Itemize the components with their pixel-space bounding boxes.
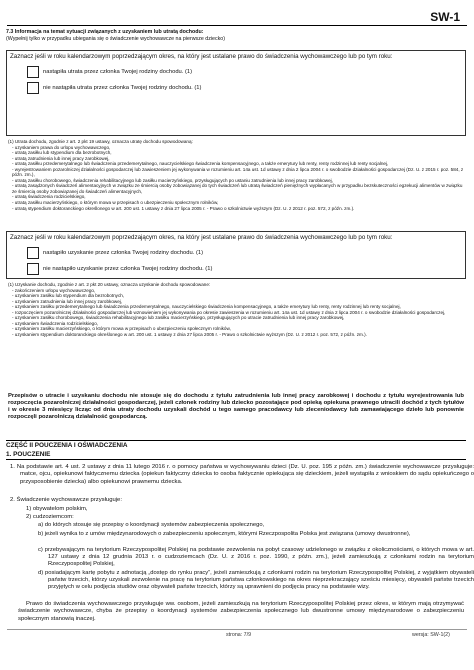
income-gain-yes-checkbox[interactable] bbox=[27, 247, 39, 259]
income-gain-no-option[interactable] bbox=[27, 262, 465, 276]
footnote-line: - uzyskaniem zasiłku macierzyńskiego, o którym mowa w przepisach o ubezpieczeniu społecznym rolników, bbox=[12, 326, 231, 332]
top-divider bbox=[7, 25, 467, 26]
section-title: 7.3 Informacja na temat sytuacji związanych z uzyskaniem lub utratą dochodu: bbox=[6, 29, 204, 35]
section-subtitle: (Wypełnij tylko w przypadku ubiegania się o świadczenie wychowawcze na pierwsze dziecko) bbox=[6, 36, 225, 42]
footnote-line: - uzyskaniem prawa do urlopu wychowawczego, bbox=[12, 144, 111, 150]
footnote-line: - uzyskaniem zatrudnienia lub innej pracy zarobkowej, bbox=[12, 298, 123, 304]
form-version: wersja: SW-1(2) bbox=[412, 632, 450, 638]
income-loss-yes-option[interactable] bbox=[27, 65, 465, 79]
income-loss-footnote bbox=[8, 139, 464, 211]
instruction-item-2: 2. Świadczenie wychowawcze przysługuje: bbox=[10, 497, 122, 503]
instruction-sub-2: 2) cudzoziemcom: bbox=[26, 514, 74, 520]
footnote-line: - rozpoczęciem pozarolniczej działalności gospodarczej lub wznowieniem jej wykonywania po okresie zawieszenia w rozumieniu art. 14a ust. 1d ustawy z dnia 2 lipca 2004 r. o swobodzie działalności gospodarczej, bbox=[12, 309, 446, 315]
instruction-letter-a: a) do których stosuje się przepisy o koordynacji systemów zabezpieczenia społecznego, bbox=[38, 522, 265, 528]
instruction-letter-d: d) posiadającym kartę pobytu z adnotacją „dostęp do rynku pracy”, jeżeli zamieszkują z członkami rodzin na terytorium Rzeczypospolitej Polskiej, z wyjątkiem obywateli państw trzecich, którzy uzyskali zezwolenie na pracę na terytorium państwa członkowskiego na okres nieprzekraczający sześciu miesięcy, obywateli państw trzecich przyjętych w celu podjęcia studiów oraz obywateli państw trzecich, którzy są uprawnieni do podjęcia pracy na podstawie wizy. bbox=[38, 570, 474, 591]
form-code: SW-1 bbox=[430, 10, 460, 24]
footnote-line: - utratą stypendium doktoranckiego określonego w art. 200 ust. 1 ustawy z dnia 27 lipca 2005 r. - Prawo o szkolnictwie wyższym (Dz. U. z 2012 r. poz. 572, z późn. zm.). bbox=[12, 205, 355, 211]
footnote-line: - utratą zasiłku macierzyńskiego, o którym mowa w przepisach o ubezpieczeniu społecznym rolników, bbox=[12, 200, 219, 206]
footnote-line: - uzyskaniem stypendium doktoranckiego określonego w art. 200 ust. 1 ustawy z dnia 27 lipca 2005 r. - Prawo o szkolnictwie wyższym (Dz. U. z 2012 r. poz. 572, z późn. zm.). bbox=[12, 331, 367, 337]
part2-subtitle: 1. POUCZENIE bbox=[6, 451, 466, 460]
footnote-line: - wyrejestrowaniem pozarolniczej działalności gospodarczej lub zawieszeniem jej wykonywania w rozumieniu art. 14a ust. 1d ustawy z dnia 2 lipca 2004 r. o swobodzie działalności gospodarczej (Dz. U. z 2015 r. poz. 584, z późn. zm.), bbox=[12, 166, 464, 178]
footnote-line: - uzyskaniem zasiłku przedemerytalnego lub świadczenia przedemerytalnego, nauczycielskiego świadczenia kompensacyjnego, a także emerytury lub renty, renty rodzinnej lub renty socjalnej, bbox=[12, 304, 401, 310]
income-gain-yes-option[interactable] bbox=[27, 246, 465, 260]
instruction-sub-1: 1) obywatelom polskim, bbox=[26, 506, 88, 512]
income-gain-no-label: nie nastąpiło uzyskanie przez członka Twojej rodziny dochodu. (1) bbox=[43, 266, 213, 272]
footnote-line: - utratą zasądzonych świadczeń alimentacyjnych w związku ze śmiercią osoby zobowiązanej do tych świadczeń lub utratą świadczeń pieniężnych wypłacanych w przypadku bezskuteczności egzekucji alimentów w związku ze śmiercią osoby zobowiązanej do świadczeń alimentacyjnych, bbox=[12, 183, 463, 194]
footnote-line: - uzyskaniem świadczenia rodzicielskiego, bbox=[12, 320, 99, 326]
instruction-closing: Prawo do świadczenia wychowawczego przysługuje ww. osobom, jeżeli zamieszkują na terytorium Rzeczypospolitej Polskiej przez okres, w którym mają otrzymywać świadczenie wychowawcze, chyba że przepisy o koordynacji systemów zabezpieczenia społecznego lub dwustronne umowy międzynarodowe o zabezpieczeniu społecznym stanowią inaczej. bbox=[18, 601, 464, 622]
income-gain-footnote-intro: (1) Uzyskanie dochodu, zgodnie z art. 2 pkt 20 ustawy, oznacza uzyskanie dochodu spowodowane: bbox=[8, 282, 211, 287]
footer-divider bbox=[7, 629, 467, 630]
income-gain-yes-label: nastąpiło uzyskanie przez członka Twojej rodziny dochodu. (1) bbox=[43, 250, 204, 256]
footnote-line: - utratą zasiłku lub stypendium dla bezrobotnych, bbox=[12, 150, 112, 156]
footnote-line: - uzyskaniem zasiłku chorobowego, świadczenia rehabilitacyjnego lub zasiłku macierzyńskiego, przysługujących po utracie zatrudnienia lub innej pracy zarobkowej, bbox=[12, 315, 345, 321]
income-loss-no-checkbox[interactable] bbox=[27, 82, 39, 94]
instruction-letter-b: b) jeżeli wynika to z umów międzynarodowych o zabezpieczeniu społecznym, którymi Rzeczpospolita Polska jest związana (umowy dwustronne), bbox=[38, 531, 411, 537]
footnote-line: - uzyskaniem zasiłku lub stypendium dla bezrobotnych, bbox=[12, 293, 125, 299]
income-gain-box bbox=[6, 231, 466, 279]
footnote-line: - utratą świadczenia rodzicielskiego, bbox=[12, 194, 86, 200]
instruction-item-1: 1. Na podstawie art. 4 ust. 2 ustawy z dnia 11 lutego 2016 r. o pomocy państwa w wychowywaniu dzieci (Dz. U. poz. 195 z późn. zm.) świadczenie wychowawcze przysługuje: matce, ojcu, opiekunowi faktycznemu dziecka (opiekun faktyczny dziecka to osoba faktycznie opiekująca się dzieckiem, jeżeli wystąpiła z wnioskiem do sądu opiekuńczego o przysposobienie dziecka) albo opiekunowi prawnemu dziecka. bbox=[10, 464, 474, 485]
income-rules-note: Przepisów o utracie i uzyskaniu dochodu nie stosuje się do dochodu z tytułu zatrudnienia lub innej pracy zarobkowej i dochodu z tytułu wyrejestrowania lub rozpoczęcia pozarolniczej działalności gospodarczej, jeżeli członek rodziny lub dziecko pozostające pod opieką opiekuna prawnego utracili dochód z tych tytułów i w okresie 3 miesięcy licząc od dnia utraty dochodu uzyskali dochód u tego samego pracodawcy lub zleceniodawcy lub zamawiającego dzieło lub ponownie rozpoczęli pozarolniczą działalność gospodarczą. bbox=[8, 393, 464, 420]
section-header bbox=[6, 29, 468, 43]
income-loss-footnote-intro: (1) Utrata dochodu, zgodnie z art. 2 pkt 19 ustawy, oznacza utratę dochodu spowodowaną: bbox=[8, 139, 193, 144]
income-loss-question: Zaznacz jeśli w roku kalendarzowym poprzedzającym okres, na który jest ustalane prawo do świadczenia wychowawczego lub po tym roku: bbox=[10, 53, 393, 60]
income-loss-box bbox=[6, 50, 466, 136]
footnote-line: - zakończeniem urlopu wychowawczego, bbox=[12, 287, 96, 293]
footnote-line: - utratą zasiłku przedemerytalnego lub świadczenia przedemerytalnego, nauczycielskiego świadczenia kompensacyjnego, a także emerytury lub renty, renty rodzinnej lub renty socjalnej, bbox=[12, 161, 389, 167]
footnote-line: - utratą zasiłku chorobowego, świadczenia rehabilitacyjnego lub zasiłku macierzyńskiego, przysługujących po ustaniu zatrudnienia lub innej pracy zarobkowej, bbox=[12, 177, 333, 183]
income-gain-question: Zaznacz jeśli w roku kalendarzowym poprzedzającym okres, na który jest ustalane prawo do świadczenia wychowawczego lub po tym roku: bbox=[10, 234, 393, 241]
income-loss-yes-checkbox[interactable] bbox=[27, 66, 39, 78]
income-loss-no-label: nie nastąpiła utrata przez członka Twojej rodziny dochodu. (1) bbox=[43, 85, 202, 91]
income-loss-yes-label: nastąpiła utrata przez członka Twojej rodziny dochodu. (1) bbox=[43, 69, 193, 75]
income-gain-footnote bbox=[8, 282, 464, 337]
income-gain-no-checkbox[interactable] bbox=[27, 263, 39, 275]
part2-title: CZĘŚĆ II POUCZENIA I OŚWIADCZENIA bbox=[6, 440, 466, 449]
page-number: strona: 7/9 bbox=[226, 632, 252, 638]
income-loss-no-option[interactable] bbox=[27, 81, 465, 95]
instruction-letter-c: c) przebywającym na terytorium Rzeczypospolitej Polskiej na podstawie zezwolenia na pobyt czasowy udzielonego w związku z okolicznościami, o których mowa w art. 127 ustawy z dnia 12 grudnia 2013 r. o cudzoziemcach (Dz. U. z 2016 r. poz. 1990, z późn. zm.), jeżeli zamieszkują z członkami rodzin na terytorium Rzeczypospolitej Polskiej, bbox=[38, 547, 474, 568]
footnote-line: - utratą zatrudnienia lub innej pracy zarobkowej, bbox=[12, 155, 110, 161]
